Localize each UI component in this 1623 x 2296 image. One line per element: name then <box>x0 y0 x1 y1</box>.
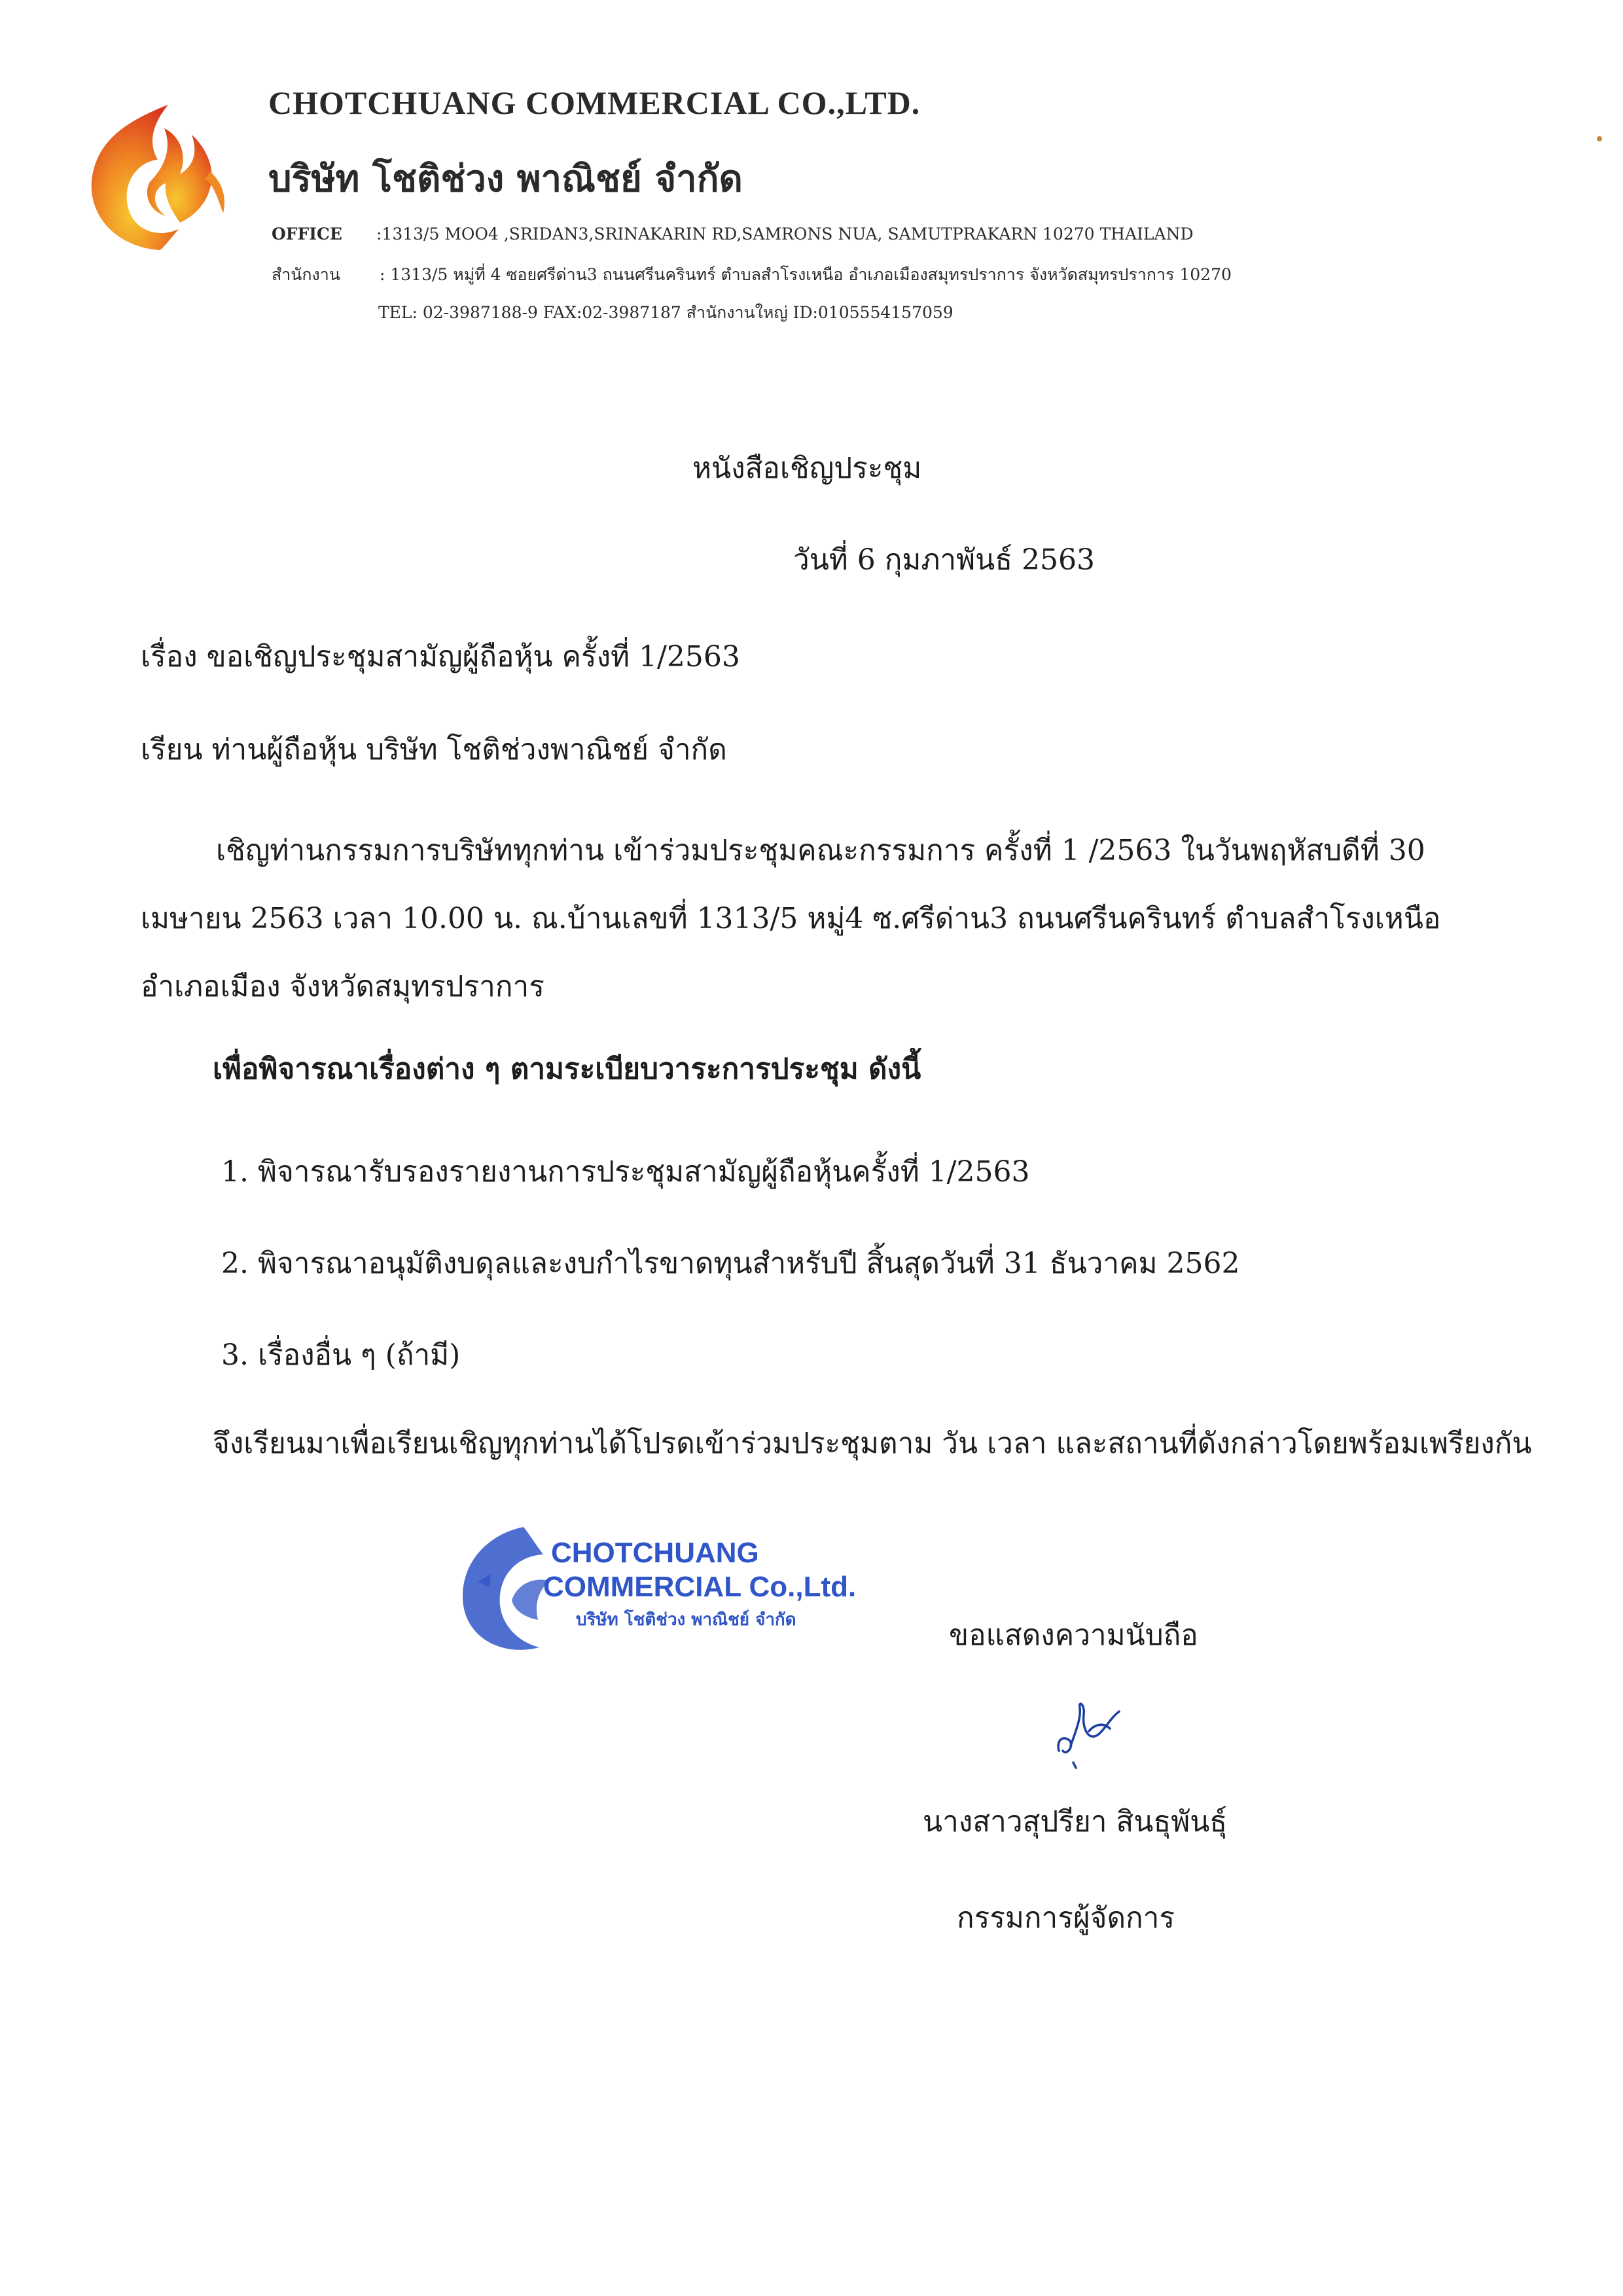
letter-date: วันที่ 6 กุมภาพันธ์ 2563 <box>793 543 1096 577</box>
letter-title: หนังสือเชิญประชุม <box>692 452 922 485</box>
letter-subject: เรื่อง ขอเชิญประชุมสามัญผู้ถือหุ้น ครั้งที่ 1/2563 <box>141 640 740 673</box>
office-label-th: สำนักงาน <box>272 265 340 284</box>
stamp-line-1: CHOTCHUANG <box>551 1537 759 1569</box>
office-label: OFFICE <box>272 224 342 243</box>
agenda-item: 3. เรื่องอื่น ๆ (ถ้ามี) <box>221 1338 461 1372</box>
signer-position: กรรมการผู้จัดการ <box>957 1901 1175 1935</box>
closing-sentence: จึงเรียนมาเพื่อเรียนเชิญทุกท่านได้โปรดเข้าร่วมประชุมตาม วัน เวลา และสถานที่ดังกล่าวโดยพร้อมเพรียงกัน <box>213 1427 1532 1460</box>
office-address-th: : 1313/5 หมู่ที่ 4 ซอยศรีด่าน3 ถนนศรีนครินทร์ ตำบลสำโรงเหนือ อำเภอเมืองสมุทรปราการ จังหวัดสมุทรปราการ 10270 <box>380 265 1232 284</box>
scan-speck <box>1597 136 1602 141</box>
signer-name: นางสาวสุปรียา สินธุพันธุ์ <box>923 1805 1228 1839</box>
regards: ขอแสดงความนับถือ <box>949 1619 1198 1652</box>
handwritten-signature <box>1047 1685 1152 1803</box>
agenda-item: 1. พิจารณารับรองรายงานการประชุมสามัญผู้ถือหุ้นครั้งที่ 1/2563 <box>221 1155 1030 1189</box>
office-address: :1313/5 MOO4 ,SRIDAN3,SRINAKARIN RD,SAMRONS NUA, SAMUTPRAKARN 10270 THAILAND <box>376 224 1194 243</box>
stamp-line-3: บริษัท โชติช่วง พาณิชย์ จำกัด <box>576 1610 796 1630</box>
company-flame-logo <box>82 98 239 255</box>
stamp-line-2: COMMERCIAL Co.,Ltd. <box>543 1571 857 1603</box>
letter-recipient: เรียน ท่านผู้ถือหุ้น บริษัท โชติช่วงพาณิชย์ จำกัด <box>141 733 727 766</box>
company-stamp <box>452 1522 883 1653</box>
contact-info: TEL: 02-3987188-9 FAX:02-3987187 สำนักงานใหญ่ ID:0105554157059 <box>378 303 954 322</box>
company-name-th: บริษัท โชติช่วง พาณิชย์ จำกัด <box>268 157 743 200</box>
agenda-item: 2. พิจารณาอนุมัติงบดุลและงบกำไรขาดทุนสำหรับปี สิ้นสุดวันที่ 31 ธันวาคม 2562 <box>221 1247 1240 1280</box>
company-name-en: CHOTCHUANG COMMERCIAL CO.,LTD. <box>268 84 921 121</box>
agenda-title: เพื่อพิจารณาเรื่องต่าง ๆ ตามระเบียบวาระการประชุม ดังนี้ <box>213 1052 921 1086</box>
letter-body: เชิญท่านกรรมการบริษัททุกท่าน เข้าร่วมประชุมคณะกรรมการ ครั้งที่ 1 /2563 ในวันพฤหัสบดีที่ 30 เมษายน 2563 เวลา 10.00 น. ณ.บ้านเลขที่ 1313/5 หมู่4 ซ.ศรีด่าน3 ถนนศรีนครินทร์ ตำบลสำโรงเหนือ อำเภอเมือง จังหวัดสมุทรปราการ <box>141 834 1441 1003</box>
